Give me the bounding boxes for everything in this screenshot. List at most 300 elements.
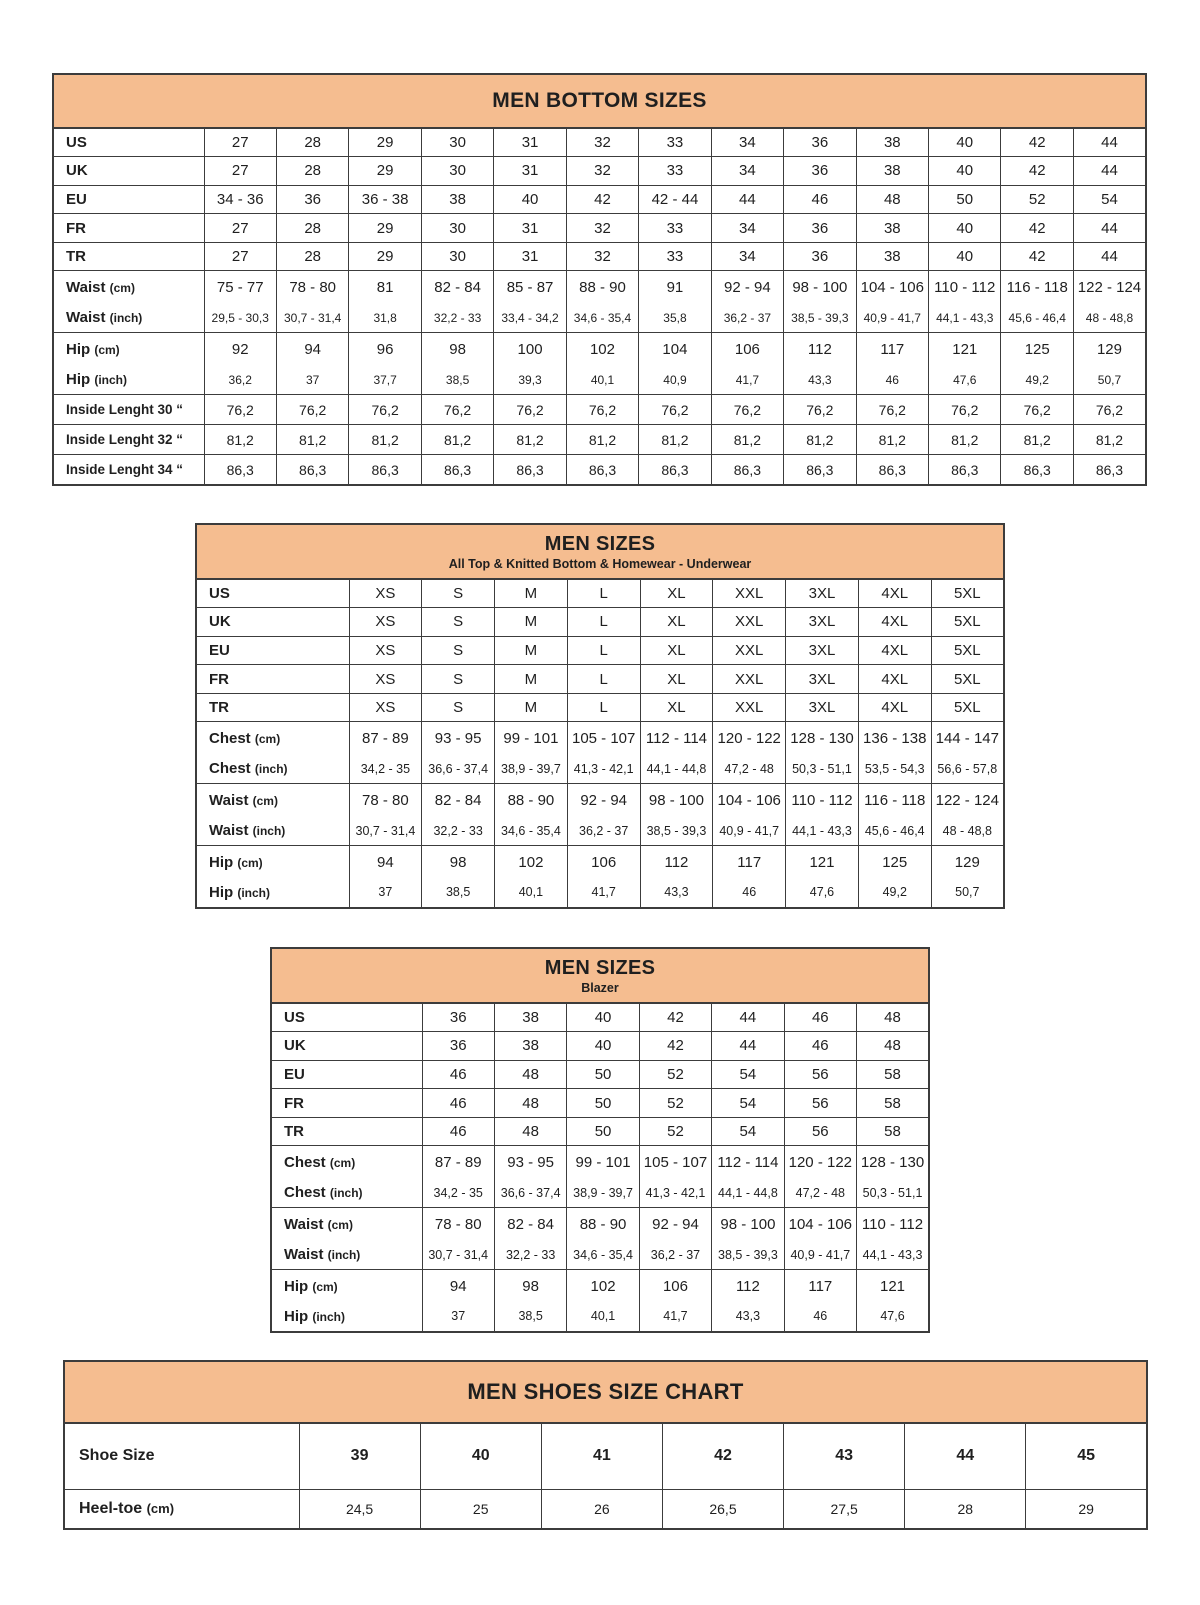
row-label-unit: (cm) bbox=[329, 1155, 356, 1170]
row-label-text: Hip bbox=[284, 1277, 309, 1295]
cell-value: XL bbox=[640, 579, 713, 608]
row-label-unit: (inch) bbox=[254, 762, 288, 777]
cell-value: 45 bbox=[1026, 1423, 1147, 1489]
cell-value: 44,1 - 44,8 bbox=[640, 754, 713, 784]
men-shoes-size-chart-table bbox=[63, 1360, 1148, 1530]
cell-value: 46 bbox=[784, 1003, 856, 1032]
row-label bbox=[196, 608, 349, 637]
cell-value: 3XL bbox=[786, 608, 859, 637]
cell-value: 78 - 80 bbox=[276, 271, 348, 303]
cell-value: 32,2 - 33 bbox=[421, 303, 493, 333]
cell-value: 87 - 89 bbox=[422, 1146, 494, 1178]
cell-value: 112 bbox=[784, 333, 856, 365]
row-label bbox=[271, 1240, 422, 1270]
row-label-unit: (cm) bbox=[312, 1279, 338, 1294]
cell-value: 76,2 bbox=[349, 395, 421, 425]
cell-value: 86,3 bbox=[494, 455, 566, 485]
cell-value: 58 bbox=[857, 1060, 929, 1089]
row-label bbox=[271, 1089, 422, 1118]
cell-value: 87 - 89 bbox=[349, 722, 422, 754]
cell-value: L bbox=[567, 665, 640, 694]
cell-value: 40,9 - 41,7 bbox=[784, 1240, 856, 1270]
cell-value: 27 bbox=[204, 214, 276, 243]
table-row bbox=[271, 1003, 929, 1032]
cell-value: 47,2 - 48 bbox=[784, 1178, 856, 1208]
cell-value: 46 bbox=[856, 365, 928, 395]
cell-value: 40 bbox=[929, 157, 1001, 186]
cell-value: 28 bbox=[905, 1489, 1026, 1529]
row-label-text: Waist bbox=[209, 791, 249, 809]
cell-value: 38 bbox=[856, 128, 928, 157]
cell-value: 46 bbox=[422, 1117, 494, 1146]
cell-value: 81,2 bbox=[1073, 425, 1146, 455]
cell-value: 32 bbox=[566, 214, 638, 243]
cell-value: 105 - 107 bbox=[567, 722, 640, 754]
cell-value: 28 bbox=[276, 157, 348, 186]
cell-value: 36 bbox=[422, 1032, 494, 1061]
cell-value: 43 bbox=[784, 1423, 905, 1489]
cell-value: 98 bbox=[494, 1270, 566, 1302]
row-label bbox=[271, 1032, 422, 1061]
table-title: MEN SHOES SIZE CHART bbox=[467, 1379, 744, 1405]
cell-value: XXL bbox=[713, 608, 786, 637]
cell-value: 36,2 - 37 bbox=[567, 816, 640, 846]
row-label-unit: (cm) bbox=[252, 793, 278, 808]
row-label-text: TR bbox=[284, 1123, 304, 1141]
cell-value: 122 - 124 bbox=[1073, 271, 1146, 303]
cell-value: S bbox=[422, 608, 495, 637]
cell-value: 27 bbox=[204, 157, 276, 186]
cell-value: 40 bbox=[567, 1032, 639, 1061]
cell-value: 3XL bbox=[786, 579, 859, 608]
row-label bbox=[271, 1117, 422, 1146]
table-row bbox=[196, 784, 1004, 816]
cell-value: 50,7 bbox=[1073, 365, 1146, 395]
cell-value: 42 bbox=[639, 1003, 711, 1032]
cell-value: 86,3 bbox=[639, 455, 711, 485]
cell-value: 76,2 bbox=[784, 395, 856, 425]
cell-value: 43,3 bbox=[640, 878, 713, 908]
cell-value: 48 bbox=[494, 1060, 566, 1089]
men-blazer-sizes-header bbox=[271, 948, 929, 1003]
cell-value: 50,7 bbox=[931, 878, 1004, 908]
table-row bbox=[196, 846, 1004, 878]
cell-value: 42 bbox=[566, 185, 638, 214]
cell-value: 28 bbox=[276, 242, 348, 271]
cell-value: 41,7 bbox=[711, 365, 783, 395]
cell-value: 76,2 bbox=[711, 395, 783, 425]
row-label-unit: (inch) bbox=[237, 885, 271, 900]
cell-value: S bbox=[422, 693, 495, 722]
cell-value: 94 bbox=[349, 846, 422, 878]
row-label-text: EU bbox=[284, 1065, 305, 1083]
cell-value: 110 - 112 bbox=[857, 1208, 929, 1240]
cell-value: 40,9 bbox=[639, 365, 711, 395]
row-label-unit: (cm) bbox=[327, 1217, 353, 1232]
cell-value: 36,6 - 37,4 bbox=[494, 1178, 566, 1208]
row-label bbox=[53, 128, 204, 157]
cell-value: 38,5 bbox=[422, 878, 495, 908]
cell-value: 46 bbox=[784, 1302, 856, 1332]
cell-value: 45,6 - 46,4 bbox=[1001, 303, 1073, 333]
cell-value: 86,3 bbox=[711, 455, 783, 485]
cell-value: 3XL bbox=[786, 693, 859, 722]
cell-value: 105 - 107 bbox=[639, 1146, 711, 1178]
row-label-text: TR bbox=[209, 699, 229, 717]
cell-value: 76,2 bbox=[276, 395, 348, 425]
cell-value: 91 bbox=[639, 271, 711, 303]
cell-value: 48 - 48,8 bbox=[1073, 303, 1146, 333]
cell-value: 117 bbox=[713, 846, 786, 878]
cell-value: 98 - 100 bbox=[640, 784, 713, 816]
cell-value: 54 bbox=[712, 1117, 784, 1146]
row-label-text: US bbox=[66, 134, 87, 152]
cell-value: 47,6 bbox=[857, 1302, 929, 1332]
cell-value: XS bbox=[349, 636, 422, 665]
cell-value: 94 bbox=[422, 1270, 494, 1302]
cell-value: 144 - 147 bbox=[931, 722, 1004, 754]
table-row bbox=[271, 1117, 929, 1146]
cell-value: 121 bbox=[929, 333, 1001, 365]
cell-value: 52 bbox=[639, 1117, 711, 1146]
cell-value: 76,2 bbox=[566, 395, 638, 425]
cell-value: 50 bbox=[567, 1060, 639, 1089]
cell-value: 112 bbox=[712, 1270, 784, 1302]
cell-value: 93 - 95 bbox=[494, 1146, 566, 1178]
cell-value: 34,6 - 35,4 bbox=[495, 816, 568, 846]
row-label bbox=[53, 303, 204, 333]
cell-value: 36 bbox=[422, 1003, 494, 1032]
cell-value: 41,7 bbox=[639, 1302, 711, 1332]
cell-value: 86,3 bbox=[1073, 455, 1146, 485]
cell-value: 36 bbox=[784, 242, 856, 271]
cell-value: 112 - 114 bbox=[640, 722, 713, 754]
cell-value: 86,3 bbox=[421, 455, 493, 485]
cell-value: 50,3 - 51,1 bbox=[857, 1178, 929, 1208]
table-row bbox=[196, 722, 1004, 754]
table-row bbox=[64, 1489, 1147, 1529]
cell-value: 106 bbox=[567, 846, 640, 878]
cell-value: M bbox=[495, 608, 568, 637]
row-label-text: Chest bbox=[209, 729, 251, 747]
cell-value: 44 bbox=[905, 1423, 1026, 1489]
cell-value: 75 - 77 bbox=[204, 271, 276, 303]
cell-value: 50 bbox=[929, 185, 1001, 214]
row-label bbox=[196, 846, 349, 878]
cell-value: 33 bbox=[639, 128, 711, 157]
cell-value: 128 - 130 bbox=[786, 722, 859, 754]
table-row bbox=[53, 157, 1146, 186]
cell-value: 120 - 122 bbox=[784, 1146, 856, 1178]
row-label bbox=[53, 242, 204, 271]
cell-value: 46 bbox=[422, 1060, 494, 1089]
cell-value: 38 bbox=[856, 242, 928, 271]
row-label-unit: (cm) bbox=[109, 280, 135, 295]
men-bottom-sizes bbox=[52, 73, 1147, 486]
cell-value: 37 bbox=[349, 878, 422, 908]
cell-value: 76,2 bbox=[639, 395, 711, 425]
cell-value: 31 bbox=[494, 157, 566, 186]
cell-value: XL bbox=[640, 693, 713, 722]
cell-value: 36,2 - 37 bbox=[711, 303, 783, 333]
cell-value: 5XL bbox=[931, 693, 1004, 722]
cell-value: 27 bbox=[204, 242, 276, 271]
cell-value: 27,5 bbox=[784, 1489, 905, 1529]
table-row bbox=[196, 665, 1004, 694]
row-label-unit: (cm) bbox=[94, 342, 120, 357]
cell-value: 92 - 94 bbox=[639, 1208, 711, 1240]
cell-value: 129 bbox=[931, 846, 1004, 878]
table-row bbox=[53, 395, 1146, 425]
cell-value: 34,2 - 35 bbox=[349, 754, 422, 784]
row-label bbox=[196, 784, 349, 816]
men-top-sizes-header bbox=[196, 524, 1004, 579]
row-label bbox=[196, 816, 349, 846]
row-label-text: US bbox=[284, 1009, 305, 1027]
cell-value: 47,6 bbox=[929, 365, 1001, 395]
cell-value: M bbox=[495, 636, 568, 665]
cell-value: 25 bbox=[420, 1489, 541, 1529]
cell-value: S bbox=[422, 636, 495, 665]
cell-value: 42 bbox=[662, 1423, 783, 1489]
cell-value: 82 - 84 bbox=[421, 271, 493, 303]
cell-value: 49,2 bbox=[858, 878, 931, 908]
table-row bbox=[53, 242, 1146, 271]
cell-value: 98 - 100 bbox=[784, 271, 856, 303]
cell-value: 34 bbox=[711, 128, 783, 157]
table-row bbox=[196, 816, 1004, 846]
table-row bbox=[196, 608, 1004, 637]
cell-value: 81,2 bbox=[349, 425, 421, 455]
cell-value: XS bbox=[349, 608, 422, 637]
cell-value: 44 bbox=[712, 1032, 784, 1061]
cell-value: 92 - 94 bbox=[711, 271, 783, 303]
cell-value: M bbox=[495, 665, 568, 694]
cell-value: 44,1 - 44,8 bbox=[712, 1178, 784, 1208]
row-label bbox=[53, 365, 204, 395]
cell-value: 56 bbox=[784, 1117, 856, 1146]
table-row bbox=[196, 579, 1004, 608]
cell-value: XL bbox=[640, 608, 713, 637]
table-header-row bbox=[196, 524, 1004, 579]
row-label-text: Heel-toe bbox=[79, 1499, 143, 1517]
cell-value: 102 bbox=[567, 1270, 639, 1302]
cell-value: 98 - 100 bbox=[712, 1208, 784, 1240]
cell-value: 33 bbox=[639, 157, 711, 186]
cell-value: 58 bbox=[857, 1089, 929, 1118]
cell-value: XL bbox=[640, 636, 713, 665]
table-row bbox=[271, 1032, 929, 1061]
men-blazer-sizes-table bbox=[270, 947, 930, 1333]
cell-value: 42 bbox=[1001, 214, 1073, 243]
cell-value: 49,2 bbox=[1001, 365, 1073, 395]
cell-value: 5XL bbox=[931, 579, 1004, 608]
cell-value: 38,5 - 39,3 bbox=[712, 1240, 784, 1270]
cell-value: 34 bbox=[711, 157, 783, 186]
cell-value: 100 bbox=[494, 333, 566, 365]
cell-value: 81,2 bbox=[421, 425, 493, 455]
row-label bbox=[64, 1423, 299, 1489]
cell-value: 33,4 - 34,2 bbox=[494, 303, 566, 333]
cell-value: 47,2 - 48 bbox=[713, 754, 786, 784]
cell-value: 30 bbox=[421, 157, 493, 186]
table-row bbox=[196, 754, 1004, 784]
row-label-unit: (inch) bbox=[329, 1186, 363, 1201]
cell-value: 41 bbox=[541, 1423, 662, 1489]
cell-value: 40 bbox=[494, 185, 566, 214]
row-label-text: TR bbox=[66, 248, 86, 266]
cell-value: 86,3 bbox=[856, 455, 928, 485]
cell-value: 48 - 48,8 bbox=[931, 816, 1004, 846]
cell-value: 81,2 bbox=[856, 425, 928, 455]
cell-value: 50,3 - 51,1 bbox=[786, 754, 859, 784]
cell-value: 36 bbox=[784, 157, 856, 186]
cell-value: 88 - 90 bbox=[566, 271, 638, 303]
cell-value: 121 bbox=[786, 846, 859, 878]
cell-value: 42 bbox=[1001, 128, 1073, 157]
cell-value: 4XL bbox=[858, 608, 931, 637]
cell-value: 125 bbox=[858, 846, 931, 878]
cell-value: 81,2 bbox=[566, 425, 638, 455]
cell-value: 81,2 bbox=[1001, 425, 1073, 455]
cell-value: 46 bbox=[713, 878, 786, 908]
cell-value: 44 bbox=[712, 1003, 784, 1032]
table-row bbox=[271, 1240, 929, 1270]
row-label bbox=[271, 1302, 422, 1332]
cell-value: 56 bbox=[784, 1060, 856, 1089]
cell-value: 38,5 bbox=[494, 1302, 566, 1332]
cell-value: 96 bbox=[349, 333, 421, 365]
cell-value: 53,5 - 54,3 bbox=[858, 754, 931, 784]
row-label bbox=[271, 1270, 422, 1302]
row-label bbox=[196, 693, 349, 722]
cell-value: 50 bbox=[567, 1117, 639, 1146]
row-label-text: Hip bbox=[209, 853, 234, 871]
cell-value: 34,2 - 35 bbox=[422, 1178, 494, 1208]
cell-value: 36 - 38 bbox=[349, 185, 421, 214]
row-label-text: Shoe Size bbox=[79, 1447, 155, 1465]
table-row bbox=[53, 333, 1146, 365]
cell-value: 82 - 84 bbox=[422, 784, 495, 816]
cell-value: 43,3 bbox=[712, 1302, 784, 1332]
table-row bbox=[53, 425, 1146, 455]
cell-value: 86,3 bbox=[1001, 455, 1073, 485]
cell-value: 44 bbox=[1073, 157, 1146, 186]
cell-value: XXL bbox=[713, 636, 786, 665]
cell-value: 46 bbox=[784, 185, 856, 214]
cell-value: 30,7 - 31,4 bbox=[349, 816, 422, 846]
cell-value: 38 bbox=[856, 214, 928, 243]
cell-value: 40,9 - 41,7 bbox=[713, 816, 786, 846]
men-bottom-sizes-table bbox=[52, 73, 1147, 486]
row-label-text: Chest bbox=[209, 760, 251, 778]
cell-value: 33 bbox=[639, 214, 711, 243]
cell-value: 37,7 bbox=[349, 365, 421, 395]
cell-value: 122 - 124 bbox=[931, 784, 1004, 816]
table-row bbox=[271, 1060, 929, 1089]
cell-value: 56,6 - 57,8 bbox=[931, 754, 1004, 784]
cell-value: 33 bbox=[639, 242, 711, 271]
cell-value: 4XL bbox=[858, 665, 931, 694]
cell-value: 52 bbox=[639, 1060, 711, 1089]
table-row bbox=[196, 636, 1004, 665]
cell-value: 106 bbox=[639, 1270, 711, 1302]
row-label-unit: (inch) bbox=[109, 311, 143, 326]
cell-value: 50 bbox=[567, 1089, 639, 1118]
cell-value: 40,1 bbox=[567, 1302, 639, 1332]
table-row bbox=[53, 271, 1146, 303]
men-shoes-size-chart bbox=[63, 1360, 1148, 1530]
cell-value: XS bbox=[349, 665, 422, 694]
row-label-text: UK bbox=[209, 613, 231, 631]
cell-value: 104 bbox=[639, 333, 711, 365]
row-label-unit: (inch) bbox=[312, 1309, 346, 1324]
cell-value: 38,5 - 39,3 bbox=[784, 303, 856, 333]
cell-value: 44 bbox=[1073, 128, 1146, 157]
cell-value: 82 - 84 bbox=[494, 1208, 566, 1240]
cell-value: 38 bbox=[421, 185, 493, 214]
cell-value: 116 - 118 bbox=[858, 784, 931, 816]
cell-value: 32 bbox=[566, 242, 638, 271]
table-subtitle: All Top & Knitted Bottom & Homewear - Underwear bbox=[448, 556, 752, 571]
row-label-text: Waist bbox=[66, 278, 106, 296]
cell-value: L bbox=[567, 608, 640, 637]
cell-value: 106 bbox=[711, 333, 783, 365]
cell-value: 30 bbox=[421, 128, 493, 157]
cell-value: 94 bbox=[276, 333, 348, 365]
table-row bbox=[196, 693, 1004, 722]
row-label bbox=[271, 1208, 422, 1240]
cell-value: 36 bbox=[784, 214, 856, 243]
cell-value: S bbox=[422, 579, 495, 608]
row-label bbox=[271, 1060, 422, 1089]
table-header-row bbox=[64, 1361, 1147, 1423]
row-label bbox=[64, 1489, 299, 1529]
table-row bbox=[271, 1270, 929, 1302]
cell-value: 40 bbox=[567, 1003, 639, 1032]
cell-value: 36 bbox=[276, 185, 348, 214]
cell-value: 104 - 106 bbox=[856, 271, 928, 303]
cell-value: S bbox=[422, 665, 495, 694]
cell-value: 76,2 bbox=[1001, 395, 1073, 425]
cell-value: 38,5 - 39,3 bbox=[640, 816, 713, 846]
cell-value: XXL bbox=[713, 693, 786, 722]
cell-value: 98 bbox=[422, 846, 495, 878]
cell-value: 81,2 bbox=[204, 425, 276, 455]
cell-value: 31 bbox=[494, 214, 566, 243]
cell-value: 40 bbox=[929, 128, 1001, 157]
row-label-unit: (cm) bbox=[237, 855, 263, 870]
table-row bbox=[271, 1089, 929, 1118]
cell-value: 29 bbox=[1026, 1489, 1147, 1529]
cell-value: 39 bbox=[299, 1423, 420, 1489]
cell-value: 81,2 bbox=[929, 425, 1001, 455]
row-label-text: UK bbox=[66, 162, 88, 180]
cell-value: M bbox=[495, 579, 568, 608]
cell-value: 98 bbox=[421, 333, 493, 365]
cell-value: 26 bbox=[541, 1489, 662, 1529]
cell-value: 48 bbox=[857, 1032, 929, 1061]
cell-value: 24,5 bbox=[299, 1489, 420, 1529]
cell-value: 99 - 101 bbox=[567, 1146, 639, 1178]
cell-value: 29 bbox=[349, 157, 421, 186]
cell-value: 38 bbox=[494, 1032, 566, 1061]
row-label-unit: (inch) bbox=[252, 824, 286, 839]
cell-value: 5XL bbox=[931, 636, 1004, 665]
row-label bbox=[196, 754, 349, 784]
cell-value: 32,2 - 33 bbox=[494, 1240, 566, 1270]
cell-value: 86,3 bbox=[784, 455, 856, 485]
